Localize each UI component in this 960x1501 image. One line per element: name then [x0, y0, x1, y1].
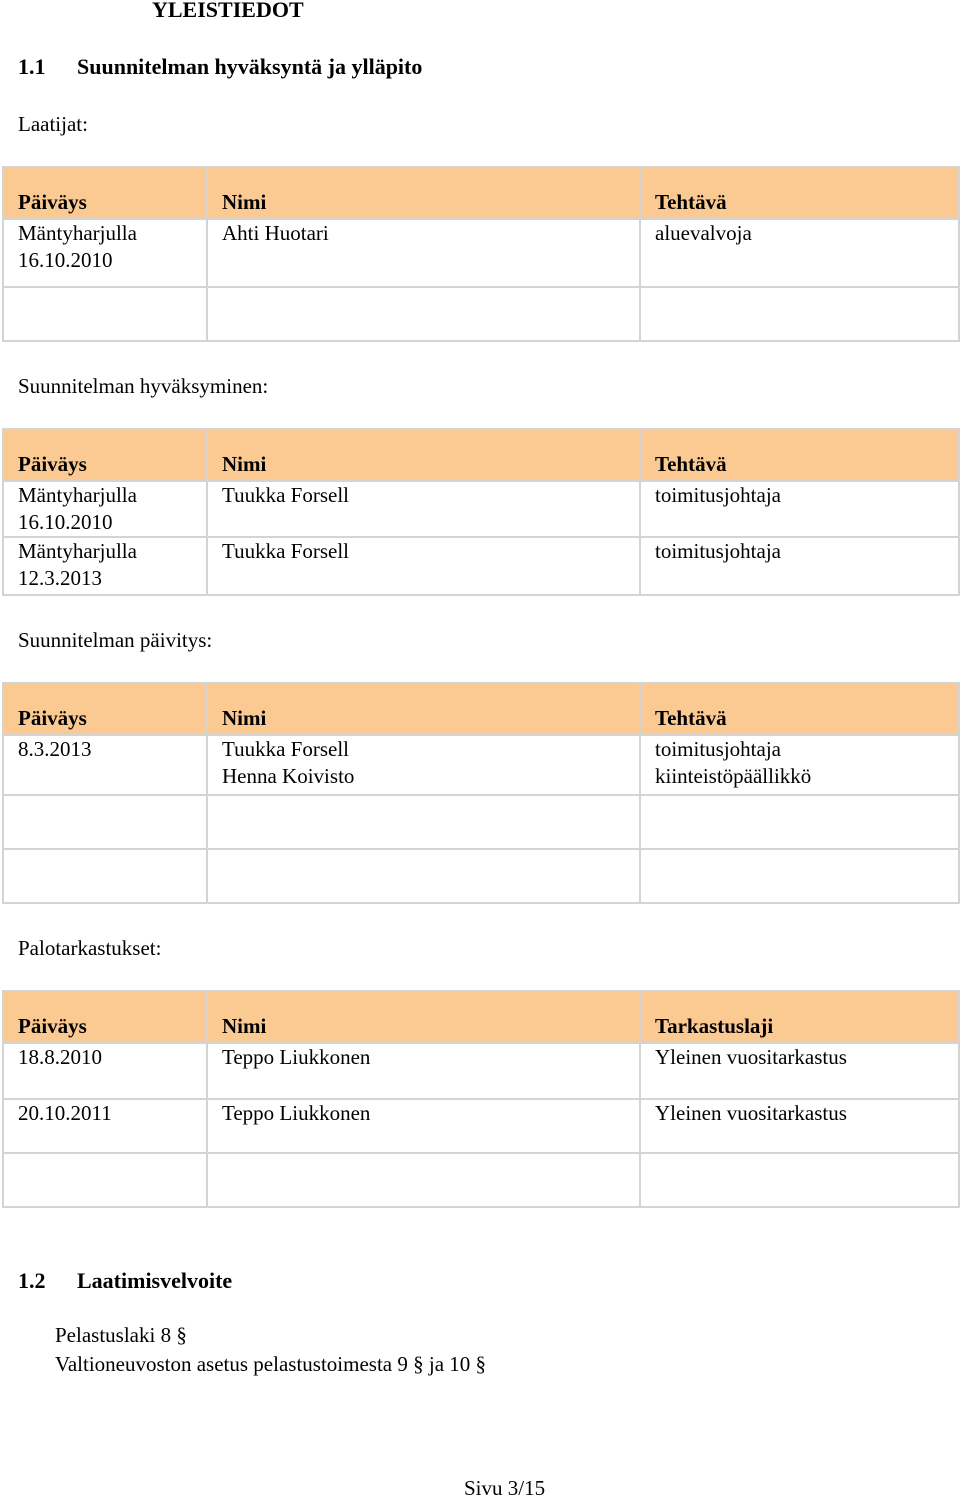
cell-tehtava: toimitusjohtaja: [640, 537, 959, 595]
table-row: [3, 735, 959, 795]
cell-tehtava: aluevalvoja: [640, 219, 959, 287]
table-row: [3, 287, 959, 341]
header-tehtava: Tehtävä: [640, 429, 959, 481]
table-row: [3, 795, 959, 849]
header-tarkastuslaji: Tarkastuslaji: [640, 991, 959, 1043]
section-title: Laatimisvelvoite: [77, 1268, 233, 1293]
legal-reference: Pelastuslaki 8 §: [55, 1323, 187, 1347]
header-paivays: Päiväys: [3, 991, 207, 1043]
paivitys-label: Suunnitelman päivitys:: [18, 628, 213, 652]
cell-empty: [3, 795, 207, 849]
document-heading: YLEISTIEDOT: [152, 0, 304, 22]
cell-tarkastuslaji: Yleinen vuositarkastus: [640, 1099, 959, 1153]
cell-empty: [207, 287, 640, 341]
palotarkastukset-label: Palotarkastukset:: [18, 936, 162, 960]
header-paivays: Päiväys: [3, 683, 207, 735]
header-tehtava: Tehtävä: [640, 167, 959, 219]
cell-empty: [3, 1153, 207, 1207]
header-nimi: Nimi: [207, 429, 640, 481]
cell-nimi: Ahti Huotari: [207, 219, 640, 287]
cell-tehtava: toimitusjohtaja: [640, 481, 959, 537]
table-header-row: [3, 683, 959, 735]
header-nimi: Nimi: [207, 991, 640, 1043]
cell-paivays: 20.10.2011: [3, 1099, 207, 1153]
table-row: [3, 1099, 959, 1153]
cell-empty: [207, 849, 640, 903]
paivitys-table: [2, 682, 960, 904]
palotarkastukset-table: [2, 990, 960, 1208]
cell-paivays: Mäntyharjulla 16.10.2010: [3, 481, 207, 537]
table-header-row: [3, 167, 959, 219]
header-nimi: Nimi: [207, 167, 640, 219]
cell-empty: [640, 849, 959, 903]
cell-paivays: Mäntyharjulla 16.10.2010: [3, 219, 207, 287]
cell-empty: [640, 795, 959, 849]
legal-reference: Valtioneuvoston asetus pelastustoimesta 9 § ja 10 §: [55, 1352, 487, 1376]
header-paivays: Päiväys: [3, 167, 207, 219]
cell-empty: [640, 1153, 959, 1207]
table-row: [3, 1043, 959, 1099]
table-row: [3, 219, 959, 287]
cell-empty: [640, 287, 959, 341]
hyvaksyminen-label: Suunnitelman hyväksyminen:: [18, 374, 269, 398]
table-header-row: [3, 991, 959, 1043]
section-number: 1.1: [18, 54, 46, 79]
cell-paivays: 8.3.2013: [3, 735, 207, 795]
cell-empty: [207, 795, 640, 849]
table-row: [3, 481, 959, 537]
page-number: Sivu 3/15: [464, 1476, 546, 1500]
cell-empty: [207, 1153, 640, 1207]
table-row: [3, 1153, 959, 1207]
hyvaksyminen-table: [2, 428, 960, 596]
laatijat-label: Laatijat:: [18, 112, 88, 136]
cell-nimi: Tuukka Forsell Henna Koivisto: [207, 735, 640, 795]
cell-tehtava: toimitusjohtaja kiinteistöpäällikkö: [640, 735, 959, 795]
header-nimi: Nimi: [207, 683, 640, 735]
header-paivays: Päiväys: [3, 429, 207, 481]
table-header-row: [3, 429, 959, 481]
cell-paivays: 18.8.2010: [3, 1043, 207, 1099]
laatijat-table: [2, 166, 960, 342]
cell-nimi: Teppo Liukkonen: [207, 1099, 640, 1153]
header-tehtava: Tehtävä: [640, 683, 959, 735]
section-number: 1.2: [18, 1268, 46, 1293]
cell-nimi: Teppo Liukkonen: [207, 1043, 640, 1099]
table-row: [3, 537, 959, 595]
table-row: [3, 849, 959, 903]
cell-paivays: Mäntyharjulla 12.3.2013: [3, 537, 207, 595]
cell-empty: [3, 849, 207, 903]
cell-nimi: Tuukka Forsell: [207, 537, 640, 595]
cell-nimi: Tuukka Forsell: [207, 481, 640, 537]
cell-tarkastuslaji: Yleinen vuositarkastus: [640, 1043, 959, 1099]
cell-empty: [3, 287, 207, 341]
section-title: Suunnitelman hyväksyntä ja ylläpito: [77, 54, 423, 79]
